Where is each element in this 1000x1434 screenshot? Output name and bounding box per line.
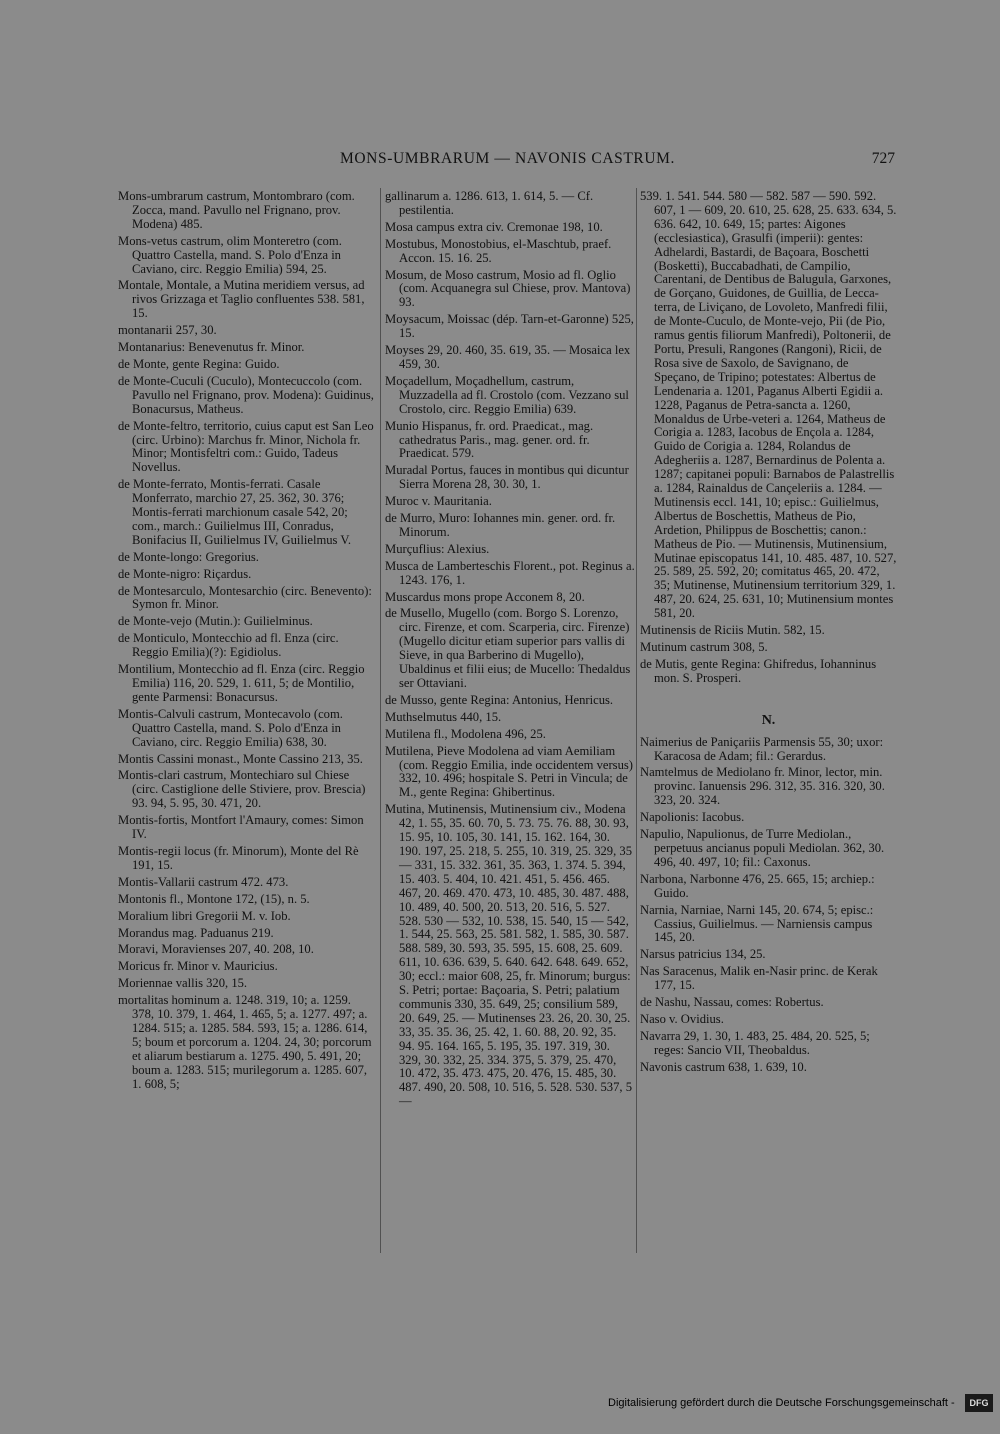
index-entry: Nas Saracenus, Malik en-Nasir princ. de Kerak 177, 15. — [640, 964, 878, 993]
index-entry: Moysacum, Moissac (dép. Tarn-et-Garonne) 525, 15. — [385, 312, 634, 341]
index-entry: Mons-umbrarum castrum, Montombraro (com. Zocca, mand. Pavullo nel Frignano, prov. Modena) 485. — [118, 189, 355, 231]
page-number: 727 — [871, 150, 895, 167]
index-entry: de Montesarculo, Montesarchio (circ. Benevento): Symon fr. Minor. — [118, 583, 372, 612]
index-entry: Moricus fr. Minor v. Mauricius. — [118, 959, 278, 974]
running-head — [120, 150, 895, 172]
index-entry: Mons-vetus castrum, olim Monteretro (com. Quattro Castella, mand. S. Polo d'Enza in Caviano, circ. Reggio Emilia) 594, 25. — [118, 233, 342, 276]
index-entry: Moravi, Moravienses 207, 40. 208, 10. — [118, 942, 314, 957]
index-entry: Montilium, Montecchio ad fl. Enza (circ. Reggio Emilia) 116, 20. 529, 1. 611, 5; de Montilio, gente Parmensi: Bonacursus. — [118, 662, 365, 704]
index-entry: Moyses 29, 20. 460, 35. 619, 35. — Mosaica lex 459, 30. — [385, 343, 631, 371]
index-entry: de Monte-nigro: Riçardus. — [118, 566, 252, 581]
index-entry: Narsus patricius 134, 25. — [640, 947, 766, 962]
index-entry: Montanarius: Benevenutus fr. Minor. — [118, 340, 305, 355]
index-entry: Muradal Portus, fauces in montibus qui dicuntur Sierra Morena 28, 30. 30, 1. — [385, 463, 629, 492]
index-column-3 — [640, 190, 897, 1078]
index-entry: Mutinum castrum 308, 5. — [640, 640, 768, 654]
index-entry: Munio Hispanus, fr. ord. Praedicat., mag. cathedratus Paris., mag. gener. ord. fr. Praedicat. 579. — [385, 418, 594, 461]
footer — [608, 1394, 993, 1416]
index-entry: de Mutis, gente Regina: Ghifredus, Iohanninus mon. S. Prosperi. — [640, 656, 877, 685]
index-entry: Naso v. Ovidius. — [640, 1011, 724, 1026]
index-entry: Moçadellum, Moçadhellum, castrum, Muzzadella ad fl. Crostolo (com. Vezzano sul Crostolo, circ. Reggio Emilia) 639. — [385, 373, 629, 416]
footer-credit: Digitalisierung gefördert durch die Deutsche Forschungsgemeinschaft - — [608, 1397, 955, 1409]
index-entry: Narnia, Narniae, Narni 145, 20. 674, 5; episc.: Cassius, Guilielmus. — Narniensis campus 145, 20. — [640, 902, 874, 945]
index-entry: de Monte-Cuculi (Cuculo), Montecuccolo (com. Pavullo nel Frignano, prov. Modena): Guidinus, Bonacursus, Matheus. — [118, 373, 374, 416]
index-entry: de Murro, Muro: Iohannes min. gener. ord. fr. Minorum. — [385, 511, 616, 539]
index-entry: 539. 1. 541. 544. 580 — 582. 587 — 590. 592. 607, 1 — 609, 20. 610, 25. 628, 25. 633. 634, 5. 636. 642, 10. 649, 15; partes: Aigones (ecclesiastica), Grasulfi (imperii): gentes: Adhelardi, Bastardi, de Baçoara, Boschetti (Bosketti), Buccabadhati, de Campilio, Carentani, de Dentibus de Balugula, Garxones, de Gorçano, Guidones, de Guillia, de Lecca-terra, de Liviçano, de Lovoleto, Manfredi filii, de Monte-Cuculo, de Monte-vejo, Pii (de Pio, ramus gentis filiorum Manfredi), Poltonerii, de Portu, Presuli, Rangones (Rangoni), Ricii, de Rosa sive de Saxolo, de Savignano, de Speçano, de Tripino; potestates: Albertus de Lendenaria a. 1201, Paganus Alberti Egidii a. 1228, Paganus de Petra-sancta a. 1260, Monaldus de Urbe-veteri a. 1264, Matheus de Corigia a. 1283, Iacobus de Ençola a. 1284, Guido de Corigia a. 1284, Rolandus de Adegheriis a. 1287, Bernardinus de Polenta a. 1287; capitanei populi: Barnabos de Palastrellis a. 1284, Rainaldus de Cançeleriis a. 1284. — Mutinensis eccl. 141, 10; episc.: Guilielmus, Albertus de Boschettis, Matheus de Pio, Ardetion, Philippus de Boschettis; canon.: Matheus de Pio. — Mutinensis, Mutinensium, Mutinae episcopatus 141, 10. 485. 487, 10. 527, 25. 589, 25. 592, 20; comitatus 465, 20. 472, 35; Mutinense, Mutinensium territorium 329, 1. 487, 20. 624, 25. 631, 10; Mutinensium montes 581, 20. — [640, 189, 897, 621]
index-entry: Montis Cassini monast., Monte Cassino 213, 35. — [118, 751, 363, 766]
index-entry: Namtelmus de Mediolano fr. Minor, lector, min. provinc. Ianuensis 296. 312, 35. 316. 320, 30. 323, 20. 324. — [640, 765, 885, 808]
index-entry: Napolionis: Iacobus. — [640, 810, 745, 825]
column-rule — [636, 188, 637, 1253]
index-entry: Mutina, Mutinensis, Mutinensium civ., Modena 42, 1. 55, 35. 60. 70, 5. 73. 75. 76. 88, 30. 93, 15. 95, 10. 105, 30. 141, 15. 162. 164, 30. 190. 197, 25. 218, 5. 255, 10. 319, 25. 329, 35 — 331, 15. 332. 361, 35. 363, 1. 374. 5. 394, 15. 403. 5. 404, 10. 421. 451, 5. 456. 465. 467, 20. 469. 470. 473, 10. 485, 30. 487. 488, 10. 489, 40. 500, 20. 513, 20. 516, 5. 527. 528. 530 — 532, 10. 538, 15. 540, 15 — 542, 1. 544, 25. 563, 25. 581. 582, 1. 585, 30. 587. 588. 589, 30. 593, 35. 595, 15. 608, 25. 609. 611, 10. 636. 639, 5. 640. 642. 648. 649. 652, 30; eccl.: maior 608, 25, fr. Minorum; burgus: S. Petri; portae: Baçoaria, S. Petri; palatium communis 330, 35. 649, 25; consilium 589, 20. 649, 25. — Mutinenses 23. 26, 20. 30, 25. 33, 35. 35. 36, 25. 42, 1. 60. 88, 20. 92, 35. 94. 95. 164. 165, 5. 195, 35. 197. 319, 30. 329, 30. 332, 25. 334. 375, 5. 379, 25. 470, 10. 472, 35. 473. 475, 20. 476, 15. 485, 30. 487. 490, 20. 508, 10. 516, 5. 528. 530. 537, 5 — — [385, 802, 632, 1109]
index-entry: Naimerius de Paniçariis Parmensis 55, 30; uxor: Karacosa de Adam; fil.: Gerardus. — [640, 734, 884, 763]
index-entry: Morandus mag. Paduanus 219. — [118, 925, 274, 940]
page-title: MONS-UMBRARUM — NAVONIS CASTRUM. — [340, 150, 675, 167]
index-entry: montanarii 257, 30. — [118, 323, 217, 338]
index-entry: de Nashu, Nassau, comes: Robertus. — [640, 995, 824, 1010]
index-entry: Narbona, Narbonne 476, 25. 665, 15; archiep.: Guido. — [640, 871, 875, 900]
index-column-2 — [385, 190, 635, 1112]
column-rule — [380, 188, 381, 1253]
dfg-logo: DFG — [965, 1394, 993, 1412]
index-entry: Mutilena, Pieve Modolena ad viam Aemiliam (com. Reggio Emilia, inde occidentem versus) 332, 10. 496; hospitale S. Petri in Vincula; de M., gente Regina: Ghibertinus. — [385, 743, 633, 800]
index-entry: de Monticulo, Montecchio ad fl. Enza (circ. Reggio Emilia)(?): Egidiolus. — [118, 631, 339, 660]
index-entry: de Musello, Mugello (com. Borgo S. Lorenzo, circ. Firenze, et com. Scarperia, circ. Firenze) (Mugello dicitur etiam superior pars vallis di Sieve, in qua Barberino di Mugello), Ubaldinus et filii eius; de Mucello: Thedaldus ser Ottaviani. — [385, 606, 631, 690]
index-entry: mortalitas hominum a. 1248. 319, 10; a. 1259. 378, 10. 379, 1. 464, 1. 465, 5; a. 1277. 497; a. 1284. 515; a. 1285. 584. 593, 15; a. 1286. 614, 5; boum et porcorum a. 1204. 24, 30; porcorum et aliarum bestiarum a. 1275. 490, 5. 491, 20; boum a. 1283. 515; murilegorum a. 1285. 607, 1. 608, 5; — [118, 993, 372, 1091]
index-entry: Montonis fl., Montone 172, (15), n. 5. — [118, 891, 310, 906]
index-entry: Mutilena fl., Modolena 496, 25. — [385, 726, 546, 741]
index-entry: Muroc v. Mauritania. — [385, 494, 492, 509]
index-entry: Montis-Calvuli castrum, Montecavolo (com. Quattro Castella, mand. S. Polo d'Enza in Caviano, circ. Reggio Emilia) 638, 30. — [118, 706, 343, 749]
index-entry: Mutinensis de Riciis Mutin. 582, 15. — [640, 623, 825, 638]
index-entry: Musca de Lamberteschis Florent., pot. Reginus a. 1243. 176, 1. — [385, 558, 635, 587]
index-entry: de Monte-longo: Gregorius. — [118, 549, 259, 564]
index-entry: Muscardus mons prope Acconem 8, 20. — [385, 589, 585, 604]
index-entry: Mosa campus extra civ. Cremonae 198, 10. — [385, 219, 603, 234]
index-entry: de Monte-feltro, territorio, cuius caput est San Leo (circ. Urbino): Marchus fr. Minor, Nichola fr. Minor; Montisfeltri com.: Guido, Tadeus Novellus. — [118, 418, 374, 475]
index-entry: Montale, Montale, a Mutina meridiem versus, ad rivos Grizzaga et Taglio confluentes 538. 581, 15. — [118, 278, 365, 321]
index-entry: Moriennae vallis 320, 15. — [118, 976, 248, 991]
index-entry: Mosum, de Moso castrum, Mosio ad fl. Oglio (com. Acquanegra sul Chiese, prov. Mantova) 93. — [385, 267, 631, 310]
index-entry: Montis-clari castrum, Montechiaro sul Chiese (circ. Castiglione delle Stiviere, prov. Brescia) 93. 94, 5. 95, 30. 471, 20. — [118, 768, 366, 811]
index-column-1 — [118, 190, 376, 1094]
index-entry: de Monte, gente Regina: Guido. — [118, 356, 280, 371]
section-heading: N. — [761, 712, 776, 728]
index-entry: Montis-Vallarii castrum 472. 473. — [118, 874, 289, 889]
index-entry: Navarra 29, 1. 30, 1. 483, 25. 484, 20. 525, 5; reges: Sancio VII, Theobaldus. — [640, 1028, 870, 1057]
index-entry: de Monte-vejo (Mutin.): Guilielminus. — [118, 614, 313, 629]
index-entry: Moralium libri Gregorii M. v. Iob. — [118, 908, 291, 923]
index-entry: Muthselmutus 440, 15. — [385, 709, 502, 724]
index-entry: de Musso, gente Regina: Antonius, Henricus. — [385, 692, 614, 707]
index-entry: gallinarum a. 1286. 613, 1. 614, 5. — Cf. pestilentia. — [385, 189, 594, 217]
index-entry: Navonis castrum 638, 1. 639, 10. — [640, 1059, 807, 1074]
index-entry: Montis-regii locus (fr. Minorum), Monte del Rè 191, 15. — [118, 843, 359, 872]
index-entry: Napulio, Napulionus, de Turre Mediolan., perpetuus ancianus populi Mediolan. 362, 30. 496, 40. 497, 10; fil.: Caxonus. — [640, 827, 885, 869]
index-entry: Montis-fortis, Montfort l'Amaury, comes: Simon IV. — [118, 813, 364, 842]
index-entry: Mostubus, Monostobius, el-Maschtub, praef. Accon. 15. 16. 25. — [385, 236, 612, 265]
index-entry: de Monte-ferrato, Montis-ferrati. Casale Monferrato, marchio 27, 25. 362, 30. 376; Montis-ferrati marchionum casale 542, 20; com., march.: Guilielmus III, Conradus, Bonifacius II, Guilielmus IV, Guilielmus V. — [118, 477, 351, 547]
index-entry: Murçuflius: Alexius. — [385, 541, 490, 556]
